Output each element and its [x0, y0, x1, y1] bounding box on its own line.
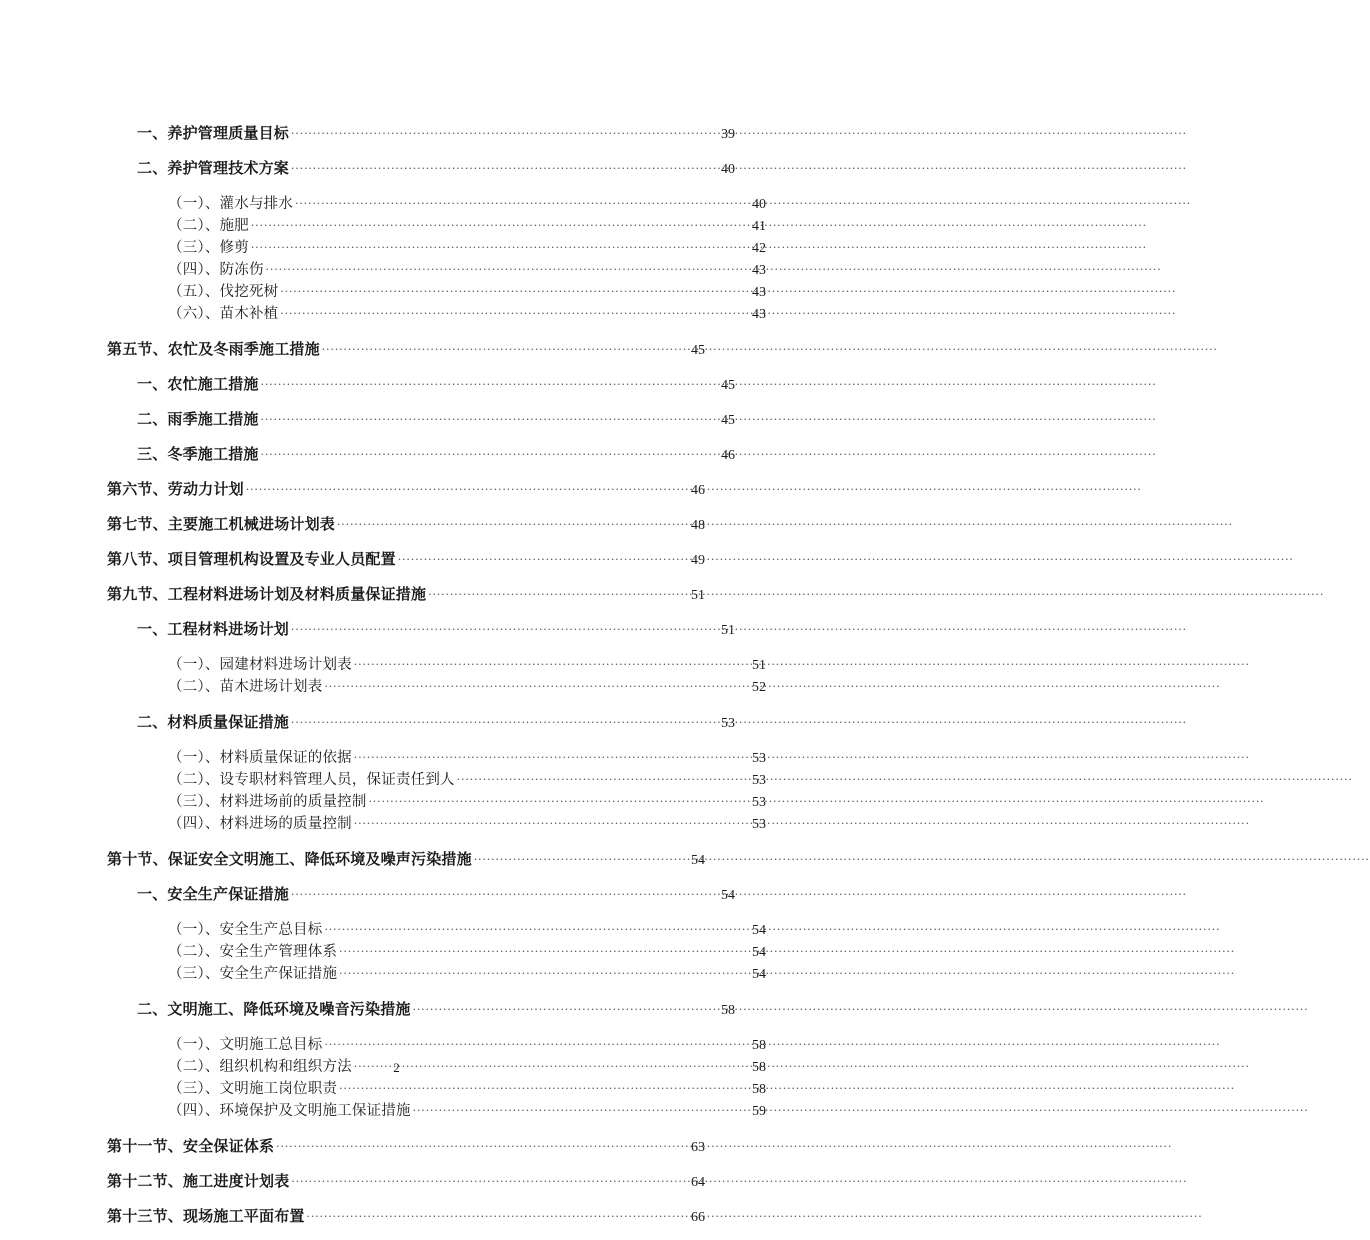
toc-leader-dots — [291, 1170, 686, 1186]
toc-leader-dots — [354, 812, 747, 828]
toc-leader-dots — [251, 236, 747, 252]
toc-leader-dots — [324, 1033, 747, 1049]
toc-leader-dots — [339, 962, 747, 978]
toc-entry-page-number: 39 — [721, 127, 735, 142]
toc-entry-page-number: 40 — [721, 162, 735, 177]
toc-leader-dots — [413, 998, 716, 1014]
toc-leader-dots — [251, 214, 747, 230]
toc-entry-page-number: 45 — [721, 378, 735, 393]
toc-entry-page-number: 51 — [691, 588, 705, 603]
page-number: 2 — [393, 1060, 400, 1075]
toc-entry[interactable] — [107, 848, 705, 869]
toc-leader-dots — [261, 373, 716, 389]
toc-entry[interactable] — [137, 998, 735, 1019]
toc-entry-page-number: 49 — [691, 553, 705, 568]
toc-entry-label: （一）、安全生产总目标 — [168, 922, 323, 938]
toc-entry-label: 二、文明施工、降低环境及噪音污染措施 — [137, 1002, 411, 1018]
toc-leader-dots — [369, 790, 747, 806]
toc-entry-page-number: 54 — [752, 945, 766, 960]
toc-entry[interactable] — [137, 711, 735, 732]
toc-entry-label: （二）、安全生产管理体系 — [168, 944, 338, 960]
toc-leader-dots — [337, 513, 686, 529]
toc-entry-page-number: 53 — [752, 795, 766, 810]
toc-leader-dots — [291, 122, 716, 138]
toc-leader-dots — [246, 478, 686, 494]
toc-entry[interactable] — [107, 583, 705, 604]
toc-entry-label: 二、材料质量保证措施 — [137, 715, 290, 731]
toc-entry-label: 第九节、工程材料进场计划及材料质量保证措施 — [107, 587, 427, 603]
toc-entry-label: （二）、组织机构和组织方法 — [168, 1059, 352, 1075]
toc-entry-page-number: 52 — [752, 680, 766, 695]
toc-entry[interactable] — [168, 675, 766, 696]
toc-entry[interactable] — [168, 962, 766, 983]
toc-leader-dots — [413, 1099, 747, 1115]
toc-leader-dots — [474, 848, 686, 864]
toc-leader-dots — [291, 157, 716, 173]
toc-leader-dots — [291, 711, 716, 727]
toc-leader-dots — [428, 583, 686, 599]
toc-entry[interactable] — [168, 258, 766, 279]
toc-entry-page-number: 53 — [721, 716, 735, 731]
toc-entry-label: （一）、园建材料进场计划表 — [168, 657, 352, 673]
toc-entry-page-number: 54 — [691, 853, 705, 868]
toc-leader-dots — [280, 302, 747, 318]
toc-entry[interactable] — [137, 443, 735, 464]
toc-entry[interactable] — [168, 790, 766, 811]
toc-entry-page-number: 45 — [691, 343, 705, 358]
toc-entry[interactable] — [168, 236, 766, 257]
toc-entry-label: （一）、灌水与排水 — [168, 196, 294, 212]
toc-entry[interactable] — [107, 1135, 705, 1156]
toc-entry-page-number: 58 — [752, 1038, 766, 1053]
toc-entry-page-number: 43 — [752, 263, 766, 278]
toc-entry-label: （三）、文明施工岗位职责 — [168, 1081, 338, 1097]
toc-entry-label: （五）、伐挖死树 — [168, 284, 279, 300]
toc-leader-dots — [266, 258, 747, 274]
toc-entry[interactable] — [168, 1033, 766, 1054]
toc-entry-page-number: 45 — [721, 413, 735, 428]
toc-leader-dots — [324, 675, 747, 691]
toc-entry-page-number: 42 — [752, 241, 766, 256]
toc-entry-page-number: 43 — [752, 285, 766, 300]
toc-leader-dots — [354, 746, 747, 762]
toc-entry[interactable] — [168, 653, 766, 674]
toc-entry-label: 第十节、保证安全文明施工、降低环境及噪声污染措施 — [107, 852, 472, 868]
toc-leader-dots — [324, 918, 747, 934]
toc-entry[interactable] — [107, 478, 705, 499]
toc-entry-label: 二、养护管理技术方案 — [137, 161, 290, 177]
toc-entry-label: （六）、苗木补植 — [168, 306, 279, 322]
toc-entry[interactable] — [168, 280, 766, 301]
toc-entry-page-number: 46 — [721, 448, 735, 463]
toc-entry[interactable] — [168, 214, 766, 235]
toc-entry-label: （二）、施肥 — [168, 218, 249, 234]
toc-entry-label: （一）、文明施工总目标 — [168, 1037, 323, 1053]
toc-entry-page-number: 40 — [752, 197, 766, 212]
toc-entry[interactable] — [137, 883, 735, 904]
toc-entry-page-number: 51 — [721, 623, 735, 638]
toc-entry[interactable] — [107, 513, 705, 534]
toc-entry-page-number: 63 — [691, 1140, 705, 1155]
toc-entry-label: 第十二节、施工进度计划表 — [107, 1174, 290, 1190]
toc-entry-page-number: 58 — [721, 1003, 735, 1018]
toc-entry[interactable] — [168, 768, 766, 789]
toc-entry[interactable] — [137, 373, 735, 394]
toc-entry[interactable] — [168, 812, 766, 833]
toc-entry[interactable] — [168, 918, 766, 939]
toc-entry-page-number: 59 — [752, 1104, 766, 1119]
toc-leader-dots — [291, 883, 716, 899]
toc-entry[interactable] — [168, 940, 766, 961]
toc-entry-page-number: 53 — [752, 817, 766, 832]
toc-entry-page-number: 53 — [752, 751, 766, 766]
toc-entry-label: 第六节、劳动力计划 — [107, 482, 244, 498]
toc-entry-label: 一、工程材料进场计划 — [137, 622, 290, 638]
toc-leader-dots — [322, 338, 686, 354]
toc-entry[interactable] — [168, 1077, 766, 1098]
toc-entry-label: 第八节、项目管理机构设置及专业人员配置 — [107, 552, 396, 568]
toc-leader-dots — [261, 408, 716, 424]
toc-entry-label: 一、农忙施工措施 — [137, 377, 259, 393]
toc-entry[interactable] — [107, 338, 705, 359]
toc-entry-page-number: 54 — [721, 888, 735, 903]
toc-entry[interactable] — [107, 548, 705, 569]
toc-entry-page-number: 51 — [752, 658, 766, 673]
toc-entry-label: 第五节、农忙及冬雨季施工措施 — [107, 342, 320, 358]
toc-entry[interactable] — [168, 1099, 766, 1120]
toc-entry-label: （三）、安全生产保证措施 — [168, 966, 338, 982]
toc-leader-dots — [295, 192, 747, 208]
toc-entry-page-number: 54 — [752, 923, 766, 938]
toc-leader-dots — [276, 1135, 686, 1151]
toc-leader-dots — [261, 443, 716, 459]
toc-entry-page-number: 46 — [691, 483, 705, 498]
toc-entry[interactable] — [137, 122, 735, 143]
toc-leader-dots — [457, 768, 747, 784]
toc-leader-dots — [291, 618, 716, 634]
toc-entry-page-number: 58 — [752, 1082, 766, 1097]
toc-entry-label: 第十三节、现场施工平面布置 — [107, 1209, 305, 1225]
toc-entry-label: （二）、苗木进场计划表 — [168, 679, 323, 695]
toc-leader-dots — [354, 653, 747, 669]
toc-entry[interactable] — [168, 192, 766, 213]
toc-entry-label: （三）、修剪 — [168, 240, 249, 256]
toc-entry[interactable] — [137, 157, 735, 178]
toc-entry[interactable] — [137, 618, 735, 639]
toc-entry[interactable] — [168, 746, 766, 767]
toc-entry-label: 一、养护管理质量目标 — [137, 126, 290, 142]
toc-entry-label: （一）、材料质量保证的依据 — [168, 750, 352, 766]
toc-entry-label: （三）、材料进场前的质量控制 — [168, 794, 367, 810]
toc-entry-label: 二、雨季施工措施 — [137, 412, 259, 428]
toc-entry-page-number: 66 — [691, 1210, 705, 1225]
toc-entry-page-number: 48 — [691, 518, 705, 533]
toc-entry-label: （四）、材料进场的质量控制 — [168, 816, 352, 832]
toc-leader-dots — [339, 1077, 747, 1093]
toc-leader-dots — [339, 940, 747, 956]
toc-entry-page-number: 58 — [752, 1060, 766, 1075]
toc-entry-label: （四）、环境保护及文明施工保证措施 — [168, 1103, 411, 1119]
toc-entry-page-number: 53 — [752, 773, 766, 788]
toc-entry-page-number: 43 — [752, 307, 766, 322]
toc-entry-label: 一、安全生产保证措施 — [137, 887, 290, 903]
toc-leader-dots — [398, 548, 686, 564]
toc-entry-page-number: 64 — [691, 1175, 705, 1190]
toc-entry[interactable] — [107, 1205, 705, 1226]
toc-entry-label: 第十一节、安全保证体系 — [107, 1139, 275, 1155]
toc-entry-page-number: 54 — [752, 967, 766, 982]
toc-entry-label: 三、冬季施工措施 — [137, 447, 259, 463]
toc-leader-dots — [280, 280, 747, 296]
toc-leader-dots — [307, 1205, 686, 1221]
toc-entry[interactable] — [168, 302, 766, 323]
toc-entry-label: 第七节、主要施工机械进场计划表 — [107, 517, 336, 533]
toc-entry-label: （四）、防冻伤 — [168, 262, 264, 278]
toc-entry-page-number: 41 — [752, 219, 766, 234]
toc-entry[interactable] — [107, 1170, 705, 1191]
toc-entry-label: （二）、设专职材料管理人员，保证责任到人 — [168, 772, 455, 788]
toc-entry[interactable] — [137, 408, 735, 429]
